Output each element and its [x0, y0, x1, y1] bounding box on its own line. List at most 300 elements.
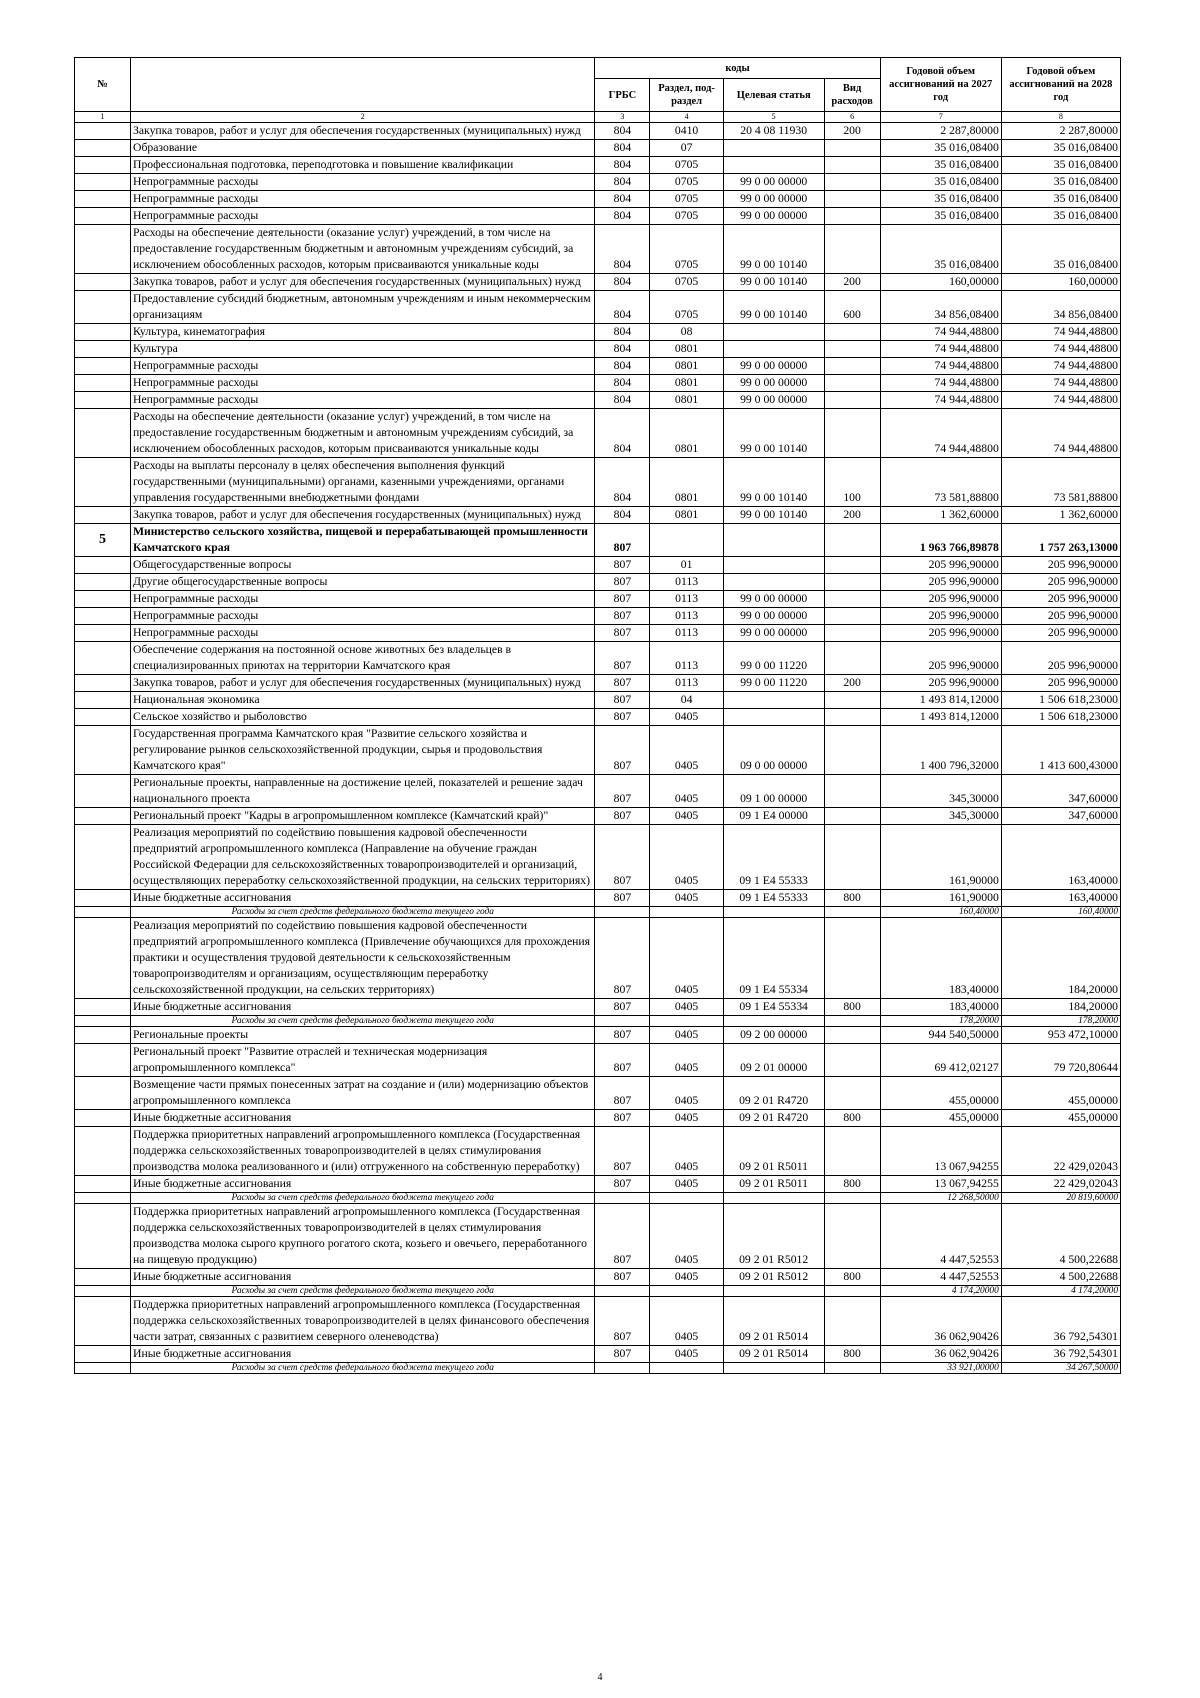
row-vid: [824, 574, 880, 591]
row-amount-2027: 1 493 814,12000: [880, 692, 1001, 709]
row-amount-2027: 455,00000: [880, 1077, 1001, 1110]
row-amount-2027: 74 944,48800: [880, 324, 1001, 341]
row-razdel: 0405: [650, 1269, 723, 1286]
table-row: [75, 1269, 1121, 1286]
row-vid: 800: [824, 999, 880, 1016]
row-amount-2027: 35 016,08400: [880, 191, 1001, 208]
row-amount-2028: 184,20000: [1001, 999, 1120, 1016]
row-tselevaya: 99 0 00 11220: [723, 675, 824, 692]
row-grbs: [595, 907, 650, 918]
row-grbs: 807: [595, 524, 650, 557]
row-number: [75, 291, 131, 324]
row-amount-2028: 74 944,48800: [1001, 358, 1120, 375]
row-grbs: 804: [595, 375, 650, 392]
row-amount-2027: 33 921,00000: [880, 1363, 1001, 1374]
row-amount-2027: 205 996,90000: [880, 574, 1001, 591]
row-name: Реализация мероприятий по содействию повышения кадровой обеспеченности предприятий агропромышленного комплекса (Направление на обучение граждан Российской Федерации для сельскохозяйственных товаропроизводителей и организаций, осуществляющих переработку сельскохозяйственной продукции, на сельских территориях): [131, 825, 595, 890]
row-name: Расходы на обеспечение деятельности (оказание услуг) учреждений, в том числе на предоставление государственным бюджетным и автономным учреждениям субсидий, за исключением обособленных расходов, которым присваиваются уникальные коды: [131, 225, 595, 274]
row-amount-2027: 160,40000: [880, 907, 1001, 918]
table-row: [75, 358, 1121, 375]
row-number: [75, 123, 131, 140]
row-number: [75, 274, 131, 291]
row-vid: [824, 726, 880, 775]
row-tselevaya: 09 1 Е4 55334: [723, 918, 824, 999]
row-amount-2027: 205 996,90000: [880, 642, 1001, 675]
row-name: Непрограммные расходы: [131, 208, 595, 225]
row-number: [75, 726, 131, 775]
header-name: [131, 58, 595, 112]
row-amount-2028: 1 757 263,13000: [1001, 524, 1120, 557]
row-number: [75, 918, 131, 999]
row-razdel: 0405: [650, 1044, 723, 1077]
row-tselevaya: 09 1 Е4 55334: [723, 999, 824, 1016]
header-num: №: [75, 58, 131, 112]
row-amount-2028: 953 472,10000: [1001, 1027, 1120, 1044]
row-tselevaya: [723, 524, 824, 557]
row-razdel: 0405: [650, 709, 723, 726]
row-amount-2028: 160,40000: [1001, 907, 1120, 918]
row-razdel: 0405: [650, 1027, 723, 1044]
row-name: Предоставление субсидий бюджетным, автономным учреждениям и иным некоммерческим организациям: [131, 291, 595, 324]
row-name: Реализация мероприятий по содействию повышения кадровой обеспеченности предприятий агропромышленного комплекса (Привлечение обучающихся для прохождения практики и осуществления трудовой деятельности к сельскохозяйственным товаропроизводителям и организациям, осуществляющим переработку сельскохозяйственной продукции, на сельских территориях): [131, 918, 595, 999]
row-grbs: 807: [595, 1110, 650, 1127]
row-amount-2028: 36 792,54301: [1001, 1346, 1120, 1363]
table-row: [75, 825, 1121, 890]
row-grbs: 807: [595, 1297, 650, 1346]
row-vid: [824, 409, 880, 458]
row-grbs: 804: [595, 507, 650, 524]
row-amount-2028: 1 506 618,23000: [1001, 709, 1120, 726]
row-vid: [824, 1016, 880, 1027]
row-tselevaya: [723, 140, 824, 157]
row-razdel: 0801: [650, 341, 723, 358]
header-codes: коды: [595, 58, 880, 79]
row-razdel: [650, 1016, 723, 1027]
header-razdel: Раздел, под-раздел: [650, 79, 723, 112]
row-razdel: 08: [650, 324, 723, 341]
row-vid: [824, 157, 880, 174]
row-amount-2027: 36 062,90426: [880, 1346, 1001, 1363]
row-grbs: 804: [595, 140, 650, 157]
row-name: Общегосударственные вопросы: [131, 557, 595, 574]
row-number: [75, 225, 131, 274]
row-tselevaya: 09 2 01 R5011: [723, 1127, 824, 1176]
row-tselevaya: 09 2 01 R4720: [723, 1077, 824, 1110]
row-amount-2027: 1 493 814,12000: [880, 709, 1001, 726]
row-vid: 600: [824, 291, 880, 324]
row-amount-2028: 455,00000: [1001, 1077, 1120, 1110]
row-name: Культура, кинематография: [131, 324, 595, 341]
row-razdel: 0801: [650, 458, 723, 507]
row-grbs: 804: [595, 225, 650, 274]
row-tselevaya: 09 2 01 R5014: [723, 1297, 824, 1346]
row-razdel: 0405: [650, 890, 723, 907]
row-amount-2028: 1 413 600,43000: [1001, 726, 1120, 775]
row-amount-2027: 74 944,48800: [880, 409, 1001, 458]
row-amount-2028: 163,40000: [1001, 890, 1120, 907]
row-tselevaya: 99 0 00 00000: [723, 174, 824, 191]
row-amount-2027: 35 016,08400: [880, 208, 1001, 225]
row-tselevaya: 09 1 Е4 55333: [723, 890, 824, 907]
row-amount-2028: 205 996,90000: [1001, 675, 1120, 692]
col-number: 1: [75, 112, 131, 123]
row-name: Министерство сельского хозяйства, пищевой и перерабатывающей промышленности Камчатского края: [131, 524, 595, 557]
table-row: [75, 890, 1121, 907]
row-amount-2027: 205 996,90000: [880, 625, 1001, 642]
table-row: [75, 291, 1121, 324]
row-grbs: 807: [595, 1044, 650, 1077]
row-name: Непрограммные расходы: [131, 591, 595, 608]
row-tselevaya: [723, 324, 824, 341]
row-amount-2027: 455,00000: [880, 1110, 1001, 1127]
row-vid: [824, 625, 880, 642]
row-tselevaya: 99 0 00 10140: [723, 458, 824, 507]
row-razdel: 0405: [650, 1346, 723, 1363]
table-row: [75, 1204, 1121, 1269]
row-razdel: 0705: [650, 225, 723, 274]
row-grbs: 807: [595, 890, 650, 907]
row-razdel: 0705: [650, 208, 723, 225]
row-name: Расходы за счет средств федерального бюджета текущего года: [131, 1286, 595, 1297]
table-row: [75, 726, 1121, 775]
row-amount-2028: 205 996,90000: [1001, 591, 1120, 608]
row-amount-2028: 22 429,02043: [1001, 1176, 1120, 1193]
row-vid: [824, 608, 880, 625]
row-number: [75, 1193, 131, 1204]
row-number: [75, 808, 131, 825]
row-tselevaya: [723, 574, 824, 591]
row-amount-2028: 74 944,48800: [1001, 409, 1120, 458]
table-row: [75, 1297, 1121, 1346]
row-amount-2027: 1 963 766,89878: [880, 524, 1001, 557]
table-row: [75, 507, 1121, 524]
table-body: [75, 123, 1121, 1374]
row-razdel: 0705: [650, 191, 723, 208]
row-tselevaya: [723, 1363, 824, 1374]
row-grbs: 804: [595, 123, 650, 140]
row-tselevaya: 09 1 00 00000: [723, 775, 824, 808]
row-razdel: 0801: [650, 507, 723, 524]
row-grbs: 807: [595, 1204, 650, 1269]
row-amount-2028: 178,20000: [1001, 1016, 1120, 1027]
row-number: [75, 1286, 131, 1297]
row-tselevaya: 99 0 00 00000: [723, 392, 824, 409]
row-razdel: 0705: [650, 157, 723, 174]
row-tselevaya: 99 0 00 00000: [723, 608, 824, 625]
row-amount-2028: 22 429,02043: [1001, 1127, 1120, 1176]
table-row: [75, 341, 1121, 358]
row-number: [75, 208, 131, 225]
row-razdel: [650, 1193, 723, 1204]
row-tselevaya: 09 2 01 00000: [723, 1044, 824, 1077]
table-row: [75, 675, 1121, 692]
row-name: Непрограммные расходы: [131, 174, 595, 191]
row-name: Закупка товаров, работ и услуг для обеспечения государственных (муниципальных) нужд: [131, 123, 595, 140]
row-razdel: 0113: [650, 675, 723, 692]
row-amount-2028: 74 944,48800: [1001, 375, 1120, 392]
table-row: [75, 1044, 1121, 1077]
row-name: Национальная экономика: [131, 692, 595, 709]
row-razdel: 0405: [650, 918, 723, 999]
row-amount-2027: 205 996,90000: [880, 591, 1001, 608]
row-vid: [824, 324, 880, 341]
row-amount-2027: 4 447,52553: [880, 1269, 1001, 1286]
row-amount-2027: 160,00000: [880, 274, 1001, 291]
row-amount-2028: 34 267,50000: [1001, 1363, 1120, 1374]
row-tselevaya: 99 0 00 00000: [723, 191, 824, 208]
row-razdel: 0405: [650, 1204, 723, 1269]
row-grbs: 807: [595, 709, 650, 726]
row-amount-2027: 161,90000: [880, 890, 1001, 907]
row-tselevaya: 99 0 00 00000: [723, 208, 824, 225]
row-number: [75, 1027, 131, 1044]
row-name: Расходы за счет средств федерального бюджета текущего года: [131, 1016, 595, 1027]
table-row: [75, 1127, 1121, 1176]
federal-note-row: [75, 1286, 1121, 1297]
row-tselevaya: 99 0 00 00000: [723, 375, 824, 392]
row-name: Профессиональная подготовка, переподготовка и повышение квалификации: [131, 157, 595, 174]
page-number: 4: [597, 1672, 603, 1683]
table-header: [75, 58, 1121, 123]
row-tselevaya: 99 0 00 10140: [723, 291, 824, 324]
col-number: 6: [824, 112, 880, 123]
row-amount-2027: 1 400 796,32000: [880, 726, 1001, 775]
row-amount-2027: 74 944,48800: [880, 358, 1001, 375]
row-amount-2028: 74 944,48800: [1001, 341, 1120, 358]
row-tselevaya: [723, 1193, 824, 1204]
row-razdel: 0113: [650, 625, 723, 642]
row-tselevaya: [723, 157, 824, 174]
row-razdel: 0405: [650, 1110, 723, 1127]
row-number: [75, 1127, 131, 1176]
row-tselevaya: 09 2 01 R5012: [723, 1269, 824, 1286]
federal-note-row: [75, 1363, 1121, 1374]
row-number: [75, 709, 131, 726]
row-number: [75, 1044, 131, 1077]
row-tselevaya: [723, 692, 824, 709]
row-number: [75, 642, 131, 675]
row-number: [75, 608, 131, 625]
row-tselevaya: [723, 341, 824, 358]
col-number: 3: [595, 112, 650, 123]
row-name: Непрограммные расходы: [131, 608, 595, 625]
row-amount-2028: 79 720,80644: [1001, 1044, 1120, 1077]
table-row: [75, 208, 1121, 225]
row-name: Региональные проекты: [131, 1027, 595, 1044]
row-name: Возмещение части прямых понесенных затрат на создание и (или) модернизацию объектов агропромышленного комплекса: [131, 1077, 595, 1110]
row-razdel: 0405: [650, 825, 723, 890]
row-vid: 200: [824, 123, 880, 140]
row-number: [75, 574, 131, 591]
table-row: [75, 808, 1121, 825]
row-grbs: 807: [595, 574, 650, 591]
row-amount-2027: 4 447,52553: [880, 1204, 1001, 1269]
row-grbs: 804: [595, 157, 650, 174]
row-vid: [824, 1193, 880, 1204]
row-number: [75, 392, 131, 409]
row-grbs: [595, 1286, 650, 1297]
row-name: Государственная программа Камчатского края "Развитие сельского хозяйства и регулирование рынков сельскохозяйственной продукции, сырья и продовольствия Камчатского края": [131, 726, 595, 775]
row-number: [75, 625, 131, 642]
table-row: [75, 225, 1121, 274]
row-razdel: 0801: [650, 392, 723, 409]
row-tselevaya: 99 0 00 00000: [723, 625, 824, 642]
federal-note-row: [75, 907, 1121, 918]
row-name: Расходы на выплаты персоналу в целях обеспечения выполнения функций государственными (муниципальными) органами, казенными учреждениями, органами управления государственными внебюджетными фондами: [131, 458, 595, 507]
row-number: [75, 692, 131, 709]
table-row: [75, 1077, 1121, 1110]
row-amount-2028: 184,20000: [1001, 918, 1120, 999]
row-razdel: 0801: [650, 358, 723, 375]
table-row: [75, 574, 1121, 591]
row-razdel: 0113: [650, 642, 723, 675]
row-number: [75, 140, 131, 157]
row-vid: [824, 1077, 880, 1110]
row-vid: [824, 557, 880, 574]
col-number: 8: [1001, 112, 1120, 123]
col-number: 7: [880, 112, 1001, 123]
row-razdel: [650, 1363, 723, 1374]
row-number: 5: [75, 524, 131, 557]
row-vid: 800: [824, 1269, 880, 1286]
table-row: [75, 1346, 1121, 1363]
row-vid: [824, 1286, 880, 1297]
row-name: Расходы за счет средств федерального бюджета текущего года: [131, 1193, 595, 1204]
row-tselevaya: [723, 1286, 824, 1297]
row-razdel: 0705: [650, 291, 723, 324]
table-row: [75, 692, 1121, 709]
row-amount-2028: 34 856,08400: [1001, 291, 1120, 324]
row-number: [75, 174, 131, 191]
row-grbs: 804: [595, 458, 650, 507]
row-amount-2028: 205 996,90000: [1001, 574, 1120, 591]
row-vid: [824, 1297, 880, 1346]
row-number: [75, 1269, 131, 1286]
row-grbs: 807: [595, 808, 650, 825]
row-amount-2028: 205 996,90000: [1001, 608, 1120, 625]
table-row: [75, 1027, 1121, 1044]
row-amount-2027: 205 996,90000: [880, 608, 1001, 625]
row-number: [75, 409, 131, 458]
row-tselevaya: 99 0 00 10140: [723, 274, 824, 291]
col-number: 4: [650, 112, 723, 123]
row-amount-2028: 1 362,60000: [1001, 507, 1120, 524]
row-razdel: 0405: [650, 808, 723, 825]
row-tselevaya: 99 0 00 10140: [723, 507, 824, 524]
row-tselevaya: [723, 907, 824, 918]
table-row: [75, 123, 1121, 140]
row-number: [75, 1204, 131, 1269]
row-vid: [824, 907, 880, 918]
row-amount-2028: 35 016,08400: [1001, 208, 1120, 225]
row-vid: [824, 775, 880, 808]
row-amount-2028: 36 792,54301: [1001, 1297, 1120, 1346]
federal-note-row: [75, 1193, 1121, 1204]
row-amount-2028: 4 500,22688: [1001, 1269, 1120, 1286]
row-grbs: 807: [595, 608, 650, 625]
table-row: [75, 1176, 1121, 1193]
row-amount-2027: 74 944,48800: [880, 375, 1001, 392]
table-row: [75, 642, 1121, 675]
table-row: [75, 375, 1121, 392]
row-vid: [824, 174, 880, 191]
row-vid: [824, 1204, 880, 1269]
row-vid: 100: [824, 458, 880, 507]
row-number: [75, 157, 131, 174]
row-amount-2027: 178,20000: [880, 1016, 1001, 1027]
federal-note-row: [75, 1016, 1121, 1027]
row-razdel: [650, 907, 723, 918]
row-vid: 200: [824, 507, 880, 524]
row-razdel: 0410: [650, 123, 723, 140]
row-number: [75, 825, 131, 890]
col-number: 2: [131, 112, 595, 123]
row-grbs: 807: [595, 775, 650, 808]
row-razdel: 0405: [650, 775, 723, 808]
table-row: [75, 191, 1121, 208]
row-grbs: 807: [595, 1077, 650, 1110]
table-row: [75, 174, 1121, 191]
row-tselevaya: [723, 557, 824, 574]
row-amount-2027: 12 268,50000: [880, 1193, 1001, 1204]
row-name: Региональный проект "Кадры в агропромышленном комплексе (Камчатский край)": [131, 808, 595, 825]
row-name: Непрограммные расходы: [131, 392, 595, 409]
row-grbs: 807: [595, 918, 650, 999]
row-grbs: 807: [595, 726, 650, 775]
row-grbs: 804: [595, 409, 650, 458]
row-amount-2028: 160,00000: [1001, 274, 1120, 291]
table-row: [75, 775, 1121, 808]
row-amount-2027: 73 581,88800: [880, 458, 1001, 507]
row-number: [75, 1363, 131, 1374]
row-vid: [824, 392, 880, 409]
row-grbs: 804: [595, 358, 650, 375]
row-grbs: 807: [595, 1127, 650, 1176]
row-vid: [824, 225, 880, 274]
row-razdel: 04: [650, 692, 723, 709]
row-tselevaya: 99 0 00 10140: [723, 409, 824, 458]
row-vid: [824, 375, 880, 392]
row-amount-2028: 205 996,90000: [1001, 625, 1120, 642]
row-amount-2027: 13 067,94255: [880, 1176, 1001, 1193]
row-name: Непрограммные расходы: [131, 191, 595, 208]
row-number: [75, 1016, 131, 1027]
row-amount-2028: 73 581,88800: [1001, 458, 1120, 507]
table-row: [75, 709, 1121, 726]
row-razdel: 0801: [650, 375, 723, 392]
row-tselevaya: 09 1 Е4 00000: [723, 808, 824, 825]
row-number: [75, 1297, 131, 1346]
header-tselevaya: Целевая статья: [723, 79, 824, 112]
row-vid: [824, 642, 880, 675]
row-vid: 200: [824, 274, 880, 291]
table-row: [75, 524, 1121, 557]
row-amount-2027: 183,40000: [880, 999, 1001, 1016]
row-grbs: 804: [595, 174, 650, 191]
row-grbs: 807: [595, 999, 650, 1016]
header-year-2027: Годовой объем ассигнований на 2027 год: [880, 58, 1001, 112]
row-vid: [824, 1027, 880, 1044]
row-name: Поддержка приоритетных направлений агропромышленного комплекса (Государственная поддержка сельскохозяйственных товаропроизводителей в целях стимулирования производства молока реализованного и (или) отгруженного на собственную переработку): [131, 1127, 595, 1176]
row-tselevaya: 09 2 01 R5011: [723, 1176, 824, 1193]
row-amount-2027: 35 016,08400: [880, 140, 1001, 157]
row-grbs: 804: [595, 208, 650, 225]
row-grbs: 804: [595, 392, 650, 409]
budget-table: [74, 57, 1121, 1374]
table-row: [75, 157, 1121, 174]
row-vid: [824, 524, 880, 557]
row-number: [75, 1346, 131, 1363]
